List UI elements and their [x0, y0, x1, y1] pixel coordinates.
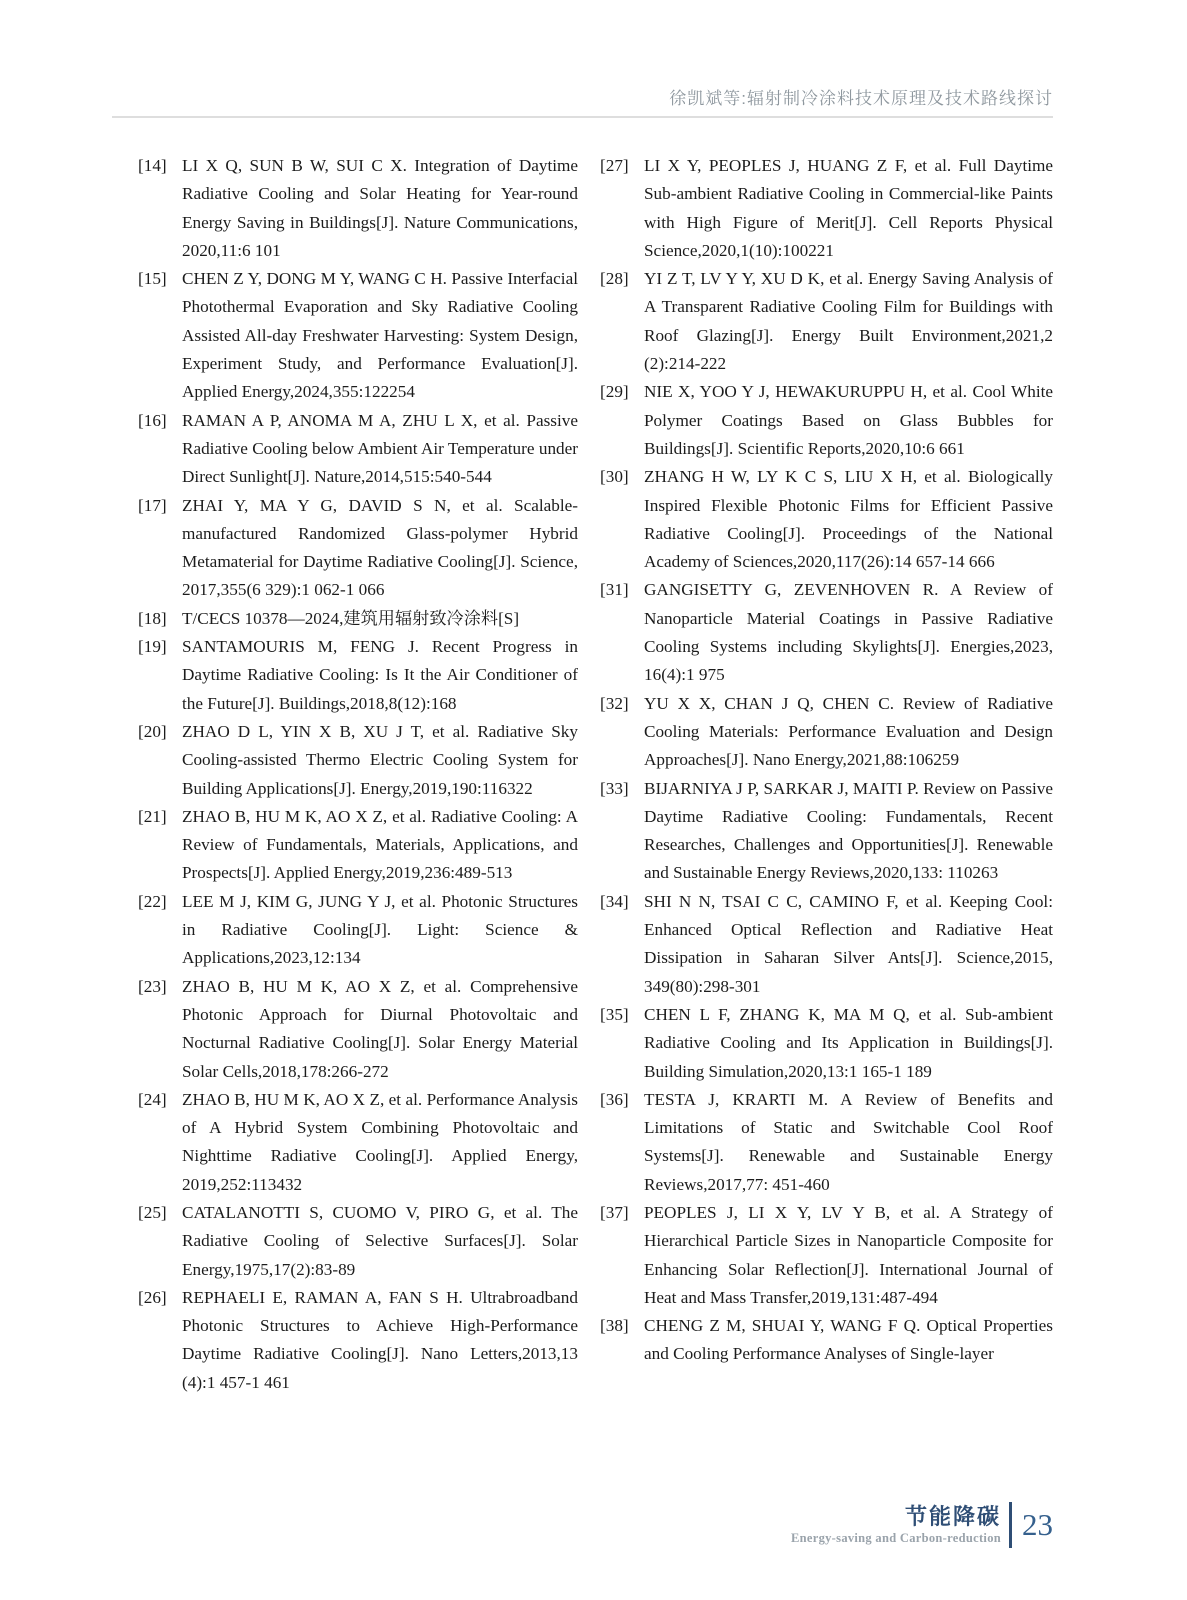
reference-number: [22]: [138, 891, 167, 911]
reference-number: [33]: [600, 778, 629, 798]
reference-number: [34]: [600, 891, 629, 911]
reference-citation-text: REPHAELI E, RAMAN A, FAN S H. Ultrabroadband Photonic Structures to Achieve High-Performance Daytime Radiative Cooling[J]. Nano Letters,2013,13 (4):1 457-1 461: [182, 1287, 578, 1392]
reference-entry: [138, 265, 578, 406]
reference-number: [32]: [600, 693, 629, 713]
reference-number: [25]: [138, 1202, 167, 1222]
journal-title-english: Energy-saving and Carbon-reduction: [791, 1530, 1001, 1545]
reference-number: [18]: [138, 608, 167, 628]
reference-citation-text: LI X Y, PEOPLES J, HUANG Z F, et al. Full Daytime Sub-ambient Radiative Cooling in Commercial-like Paints with High Figure of Merit[J]. Cell Reports Physical Science,2020,1(10):100221: [644, 156, 1053, 260]
reference-citation-text: YU X X, CHAN J Q, CHEN C. Review of Radiative Cooling Materials: Performance Evaluation and Design Approaches[J]. Nano Energy,2021,88:106259: [644, 693, 1053, 770]
reference-citation-text: ZHAI Y, MA Y G, DAVID S N, et al. Scalable-manufactured Randomized Glass-polymer Hybrid Metamaterial for Daytime Radiative Cooling[J]. Science, 2017,355(6 329):1 062-1 066: [182, 495, 578, 600]
reference-number: [27]: [600, 156, 629, 175]
references-section: [138, 152, 1053, 1397]
reference-number: [37]: [600, 1202, 629, 1222]
reference-number: [24]: [138, 1089, 167, 1109]
reference-entry: [600, 1199, 1053, 1312]
reference-number: [17]: [138, 495, 167, 515]
journal-title-block: [791, 1504, 1001, 1547]
reference-citation-text: YI Z T, LV Y Y, XU D K, et al. Energy Saving Analysis of A Transparent Radiative Cooling Film for Buildings with Roof Glazing[J]. Energy Built Environment,2021,2 (2):214-222: [644, 269, 1053, 374]
reference-citation-text: LI X Q, SUN B W, SUI C X. Integration of Daytime Radiative Cooling and Solar Heating for Year-round Energy Saving in Buildings[J]. Nature Communications, 2020,11:6 101: [182, 156, 578, 260]
reference-entry: [138, 1199, 578, 1284]
reference-citation-text: RAMAN A P, ANOMA M A, ZHU L X, et al. Passive Radiative Cooling below Ambient Air Temperature under Direct Sunlight[J]. Nature,2014,515:540-544: [182, 410, 578, 487]
reference-number: [14]: [138, 156, 167, 175]
reference-entry: [138, 407, 578, 492]
reference-citation-text: GANGISETTY G, ZEVENHOVEN R. A Review of Nanoparticle Material Coatings in Passive Radiative Cooling Systems including Skylights[J]. Energies,2023, 16(4):1 975: [644, 580, 1053, 685]
reference-entry: [138, 803, 578, 888]
reference-number: [38]: [600, 1316, 629, 1336]
journal-title-chinese: 节能降碳: [904, 1503, 1001, 1529]
reference-citation-text: T/CECS 10378—2024,建筑用辐射致冷涂料[S]: [182, 608, 520, 628]
reference-number: [26]: [138, 1287, 167, 1307]
reference-number: [31]: [600, 580, 629, 600]
reference-number: [29]: [600, 382, 629, 402]
page-footer: [791, 1502, 1053, 1548]
reference-entry: [600, 378, 1053, 463]
reference-number: [19]: [138, 637, 167, 657]
reference-citation-text: BIJARNIYA J P, SARKAR J, MAITI P. Review on Passive Daytime Radiative Cooling: Fundamentals, Recent Researches, Challenges and Opportunities[J]. Renewable and Sustainable Energy Reviews,2020,133: 110263: [644, 778, 1053, 883]
reference-citation-text: ZHAO B, HU M K, AO X Z, et al. Comprehensive Photonic Approach for Diurnal Photovoltaic and Nocturnal Radiative Cooling[J]. Solar Energy Material Solar Cells,2018,178:266-272: [182, 976, 578, 1081]
reference-entry: [138, 1284, 578, 1397]
reference-entry: [600, 265, 1053, 378]
reference-entry: [600, 152, 1053, 265]
reference-entry: [600, 1001, 1053, 1086]
reference-entry: [138, 888, 578, 973]
reference-entry: [600, 576, 1053, 689]
reference-citation-text: CHEN Z Y, DONG M Y, WANG C H. Passive Interfacial Photothermal Evaporation and Sky Radiative Cooling Assisted All-day Freshwater Harvesting: System Design, Experiment Study, and Performance Evaluation[J]. Applied Energy,2024,355:122254: [182, 269, 578, 402]
reference-citation-text: CHENG Z M, SHUAI Y, WANG F Q. Optical Properties and Cooling Performance Analyses of Single-layer: [644, 1316, 1053, 1364]
reference-number: [36]: [600, 1089, 629, 1109]
reference-citation-text: ZHAO D L, YIN X B, XU J T, et al. Radiative Sky Cooling-assisted Thermo Electric Cooling System for Building Applications[J]. Energy,2019,190:116322: [182, 721, 578, 798]
reference-entry: [138, 152, 578, 265]
reference-entry: [600, 690, 1053, 775]
reference-entry: [600, 888, 1053, 1001]
reference-citation-text: ZHANG H W, LY K C S, LIU X H, et al. Biologically Inspired Flexible Photonic Films for Efficient Passive Radiative Cooling[J]. Proceedings of the National Academy of Sciences,2020,117(26):14 657-14 666: [644, 467, 1053, 572]
reference-number: [28]: [600, 269, 629, 289]
reference-entry: [138, 1086, 578, 1199]
reference-entry: [600, 1086, 1053, 1199]
reference-entry: [138, 492, 578, 605]
reference-entry: [600, 775, 1053, 888]
reference-entry: [600, 463, 1053, 576]
reference-citation-text: SANTAMOURIS M, FENG J. Recent Progress in Daytime Radiative Cooling: Is It the Air Conditioner of the Future[J]. Buildings,2018,8(12):168: [182, 637, 578, 713]
reference-number: [15]: [138, 269, 167, 289]
running-head-title: 徐凯斌等:辐射制冷涂料技术原理及技术路线探讨: [669, 89, 1053, 108]
reference-citation-text: PEOPLES J, LI X Y, LV Y B, et al. A Strategy of Hierarchical Particle Sizes in Nanoparticle Composite for Enhancing Solar Reflection[J]. International Journal of Heat and Mass Transfer,2019,131:487-494: [644, 1202, 1053, 1307]
reference-citation-text: LEE M J, KIM G, JUNG Y J, et al. Photonic Structures in Radiative Cooling[J]. Light: Science & Applications,2023,12:134: [182, 891, 578, 968]
reference-citation-text: CATALANOTTI S, CUOMO V, PIRO G, et al. The Radiative Cooling of Selective Surfaces[J]. Solar Energy,1975,17(2):83-89: [182, 1202, 578, 1279]
running-head: [112, 84, 1053, 118]
reference-entry: [138, 605, 578, 633]
footer-divider-bar: [1009, 1502, 1012, 1548]
reference-entry: [138, 633, 578, 718]
reference-citation-text: TESTA J, KRARTI M. A Review of Benefits and Limitations of Static and Switchable Cool Roof Systems[J]. Renewable and Sustainable Energy Reviews,2017,77: 451-460: [644, 1089, 1053, 1194]
reference-citation-text: ZHAO B, HU M K, AO X Z, et al. Performance Analysis of A Hybrid System Combining Photovoltaic and Nighttime Radiative Cooling[J]. Applied Energy, 2019,252:113432: [182, 1089, 578, 1194]
reference-number: [21]: [138, 806, 167, 826]
reference-entry: [138, 718, 578, 803]
reference-number: [23]: [138, 976, 167, 996]
reference-citation-text: SHI N N, TSAI C C, CAMINO F, et al. Keeping Cool: Enhanced Optical Reflection and Radiative Heat Dissipation in Saharan Silver Ants[J]. Science,2015, 349(80):298-301: [644, 891, 1053, 996]
reference-citation-text: NIE X, YOO Y J, HEWAKURUPPU H, et al. Cool White Polymer Coatings Based on Glass Bubbles for Buildings[J]. Scientific Reports,2020,10:6 661: [644, 382, 1053, 458]
reference-citation-text: ZHAO B, HU M K, AO X Z, et al. Radiative Cooling: A Review of Fundamentals, Materials, Applications, and Prospects[J]. Applied Energy,2019,236:489-513: [182, 806, 578, 883]
reference-citation-text: CHEN L F, ZHANG K, MA M Q, et al. Sub-ambient Radiative Cooling and Its Application in Buildings[J]. Building Simulation,2020,13:1 165-1 189: [644, 1004, 1053, 1081]
reference-number: [30]: [600, 467, 629, 487]
reference-entry: [600, 1312, 1053, 1369]
references-column-left: [138, 152, 578, 1397]
page-number: 23: [1022, 1507, 1053, 1542]
reference-number: [20]: [138, 721, 167, 741]
references-column-right: [600, 152, 1053, 1397]
reference-number: [35]: [600, 1004, 629, 1024]
reference-entry: [138, 973, 578, 1086]
reference-number: [16]: [138, 410, 167, 430]
